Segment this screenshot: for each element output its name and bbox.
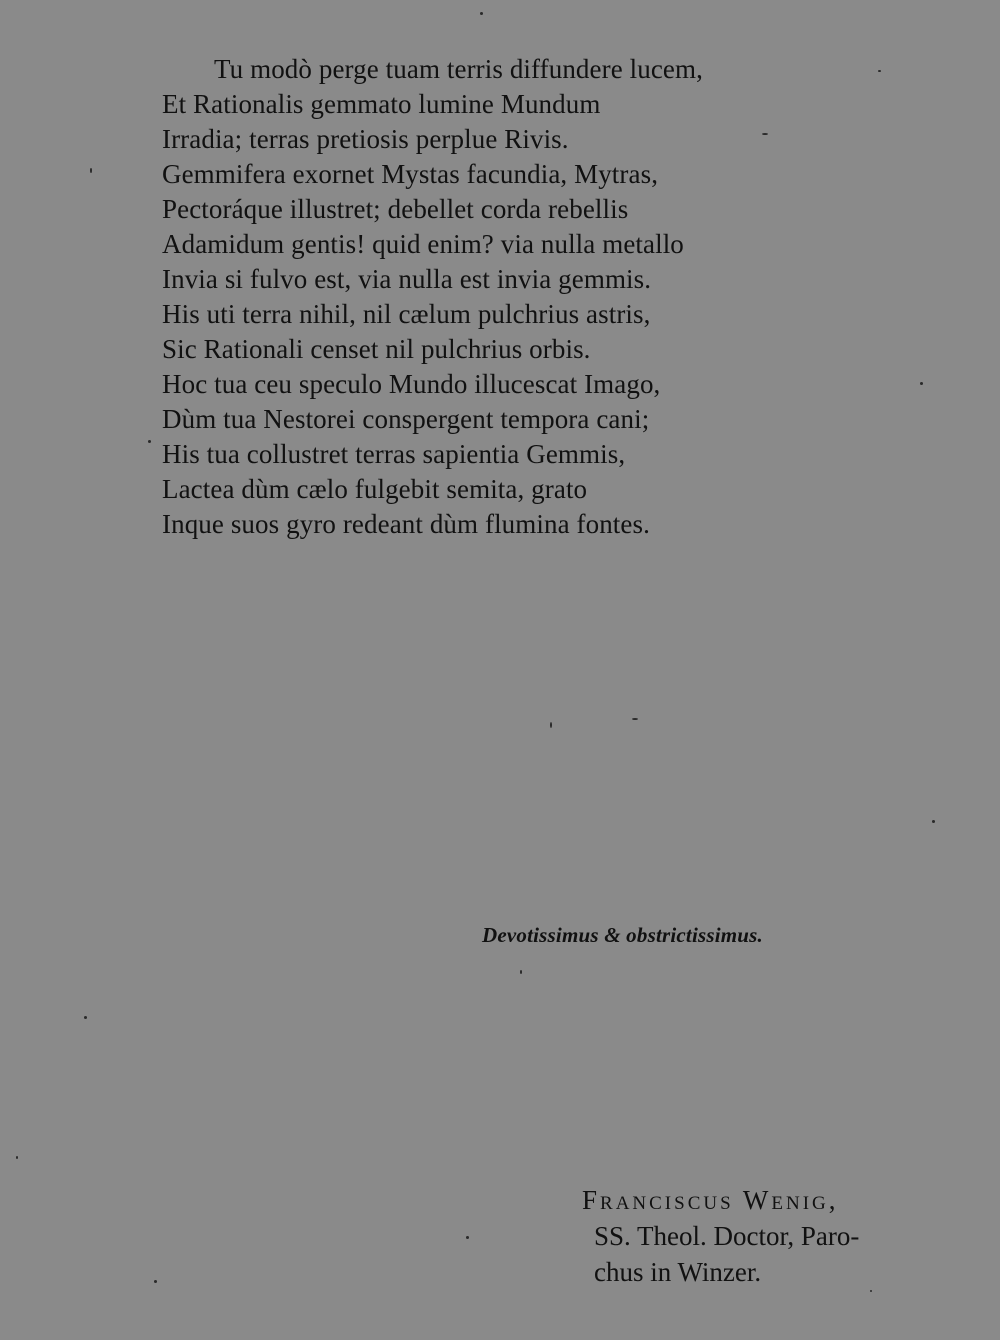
author-title: SS. Theol. Doctor, Paro- xyxy=(594,1221,860,1251)
signature-block xyxy=(582,1182,859,1290)
scan-speck xyxy=(520,970,522,974)
verse-line: His uti terra nihil, nil cælum pulchrius astris, xyxy=(162,299,651,329)
scan-speck xyxy=(878,70,881,72)
closing-formula: Devotissimus & obstrictissimus. xyxy=(482,923,763,947)
verse-line: Adamidum gentis! quid enim? via nulla metallo xyxy=(162,229,684,259)
scan-speck xyxy=(932,820,935,823)
author-parish: chus in Winzer. xyxy=(594,1257,762,1287)
verse-line: Inque suos gyro redeant dùm flumina fontes. xyxy=(162,509,650,539)
verse-line: Et Rationalis gemmato lumine Mundum xyxy=(162,89,601,119)
verse-line: Irradia; terras pretiosis perplue Rivis. xyxy=(162,124,569,154)
scan-speck xyxy=(466,1236,469,1239)
scan-speck xyxy=(90,168,92,173)
verse-line: Lactea dùm cælo fulgebit semita, grato xyxy=(162,474,588,504)
verse-line: Invia si fulvo est, via nulla est invia gemmis. xyxy=(162,264,652,294)
scan-speck xyxy=(632,718,638,720)
verse-line: His tua collustret terras sapientia Gemmis, xyxy=(162,439,626,469)
verse-line: Tu modò perge tuam terris diffundere lucem, xyxy=(214,54,703,84)
verse-line: Sic Rationali censet nil pulchrius orbis. xyxy=(162,334,591,364)
scan-speck xyxy=(148,440,151,443)
scan-speck xyxy=(550,722,552,728)
poem-block xyxy=(162,52,842,542)
verse-line: Gemmifera exornet Mystas facundia, Mytras, xyxy=(162,159,659,189)
verse-line: Pectoráque illustret; debellet corda rebellis xyxy=(162,194,629,224)
scan-speck xyxy=(870,1290,872,1292)
scan-speck xyxy=(920,382,923,385)
verse-line: Hoc tua ceu speculo Mundo illucescat Imago, xyxy=(162,369,661,399)
scan-speck xyxy=(762,133,768,135)
scan-speck xyxy=(154,1280,157,1283)
author-name: Franciscus Wenig, xyxy=(582,1185,839,1215)
verse-line: Dùm tua Nestorei conspergent tempora cani; xyxy=(162,404,650,434)
scan-speck xyxy=(16,1156,18,1159)
scan-speck xyxy=(480,12,483,15)
scan-speck xyxy=(84,1016,87,1019)
